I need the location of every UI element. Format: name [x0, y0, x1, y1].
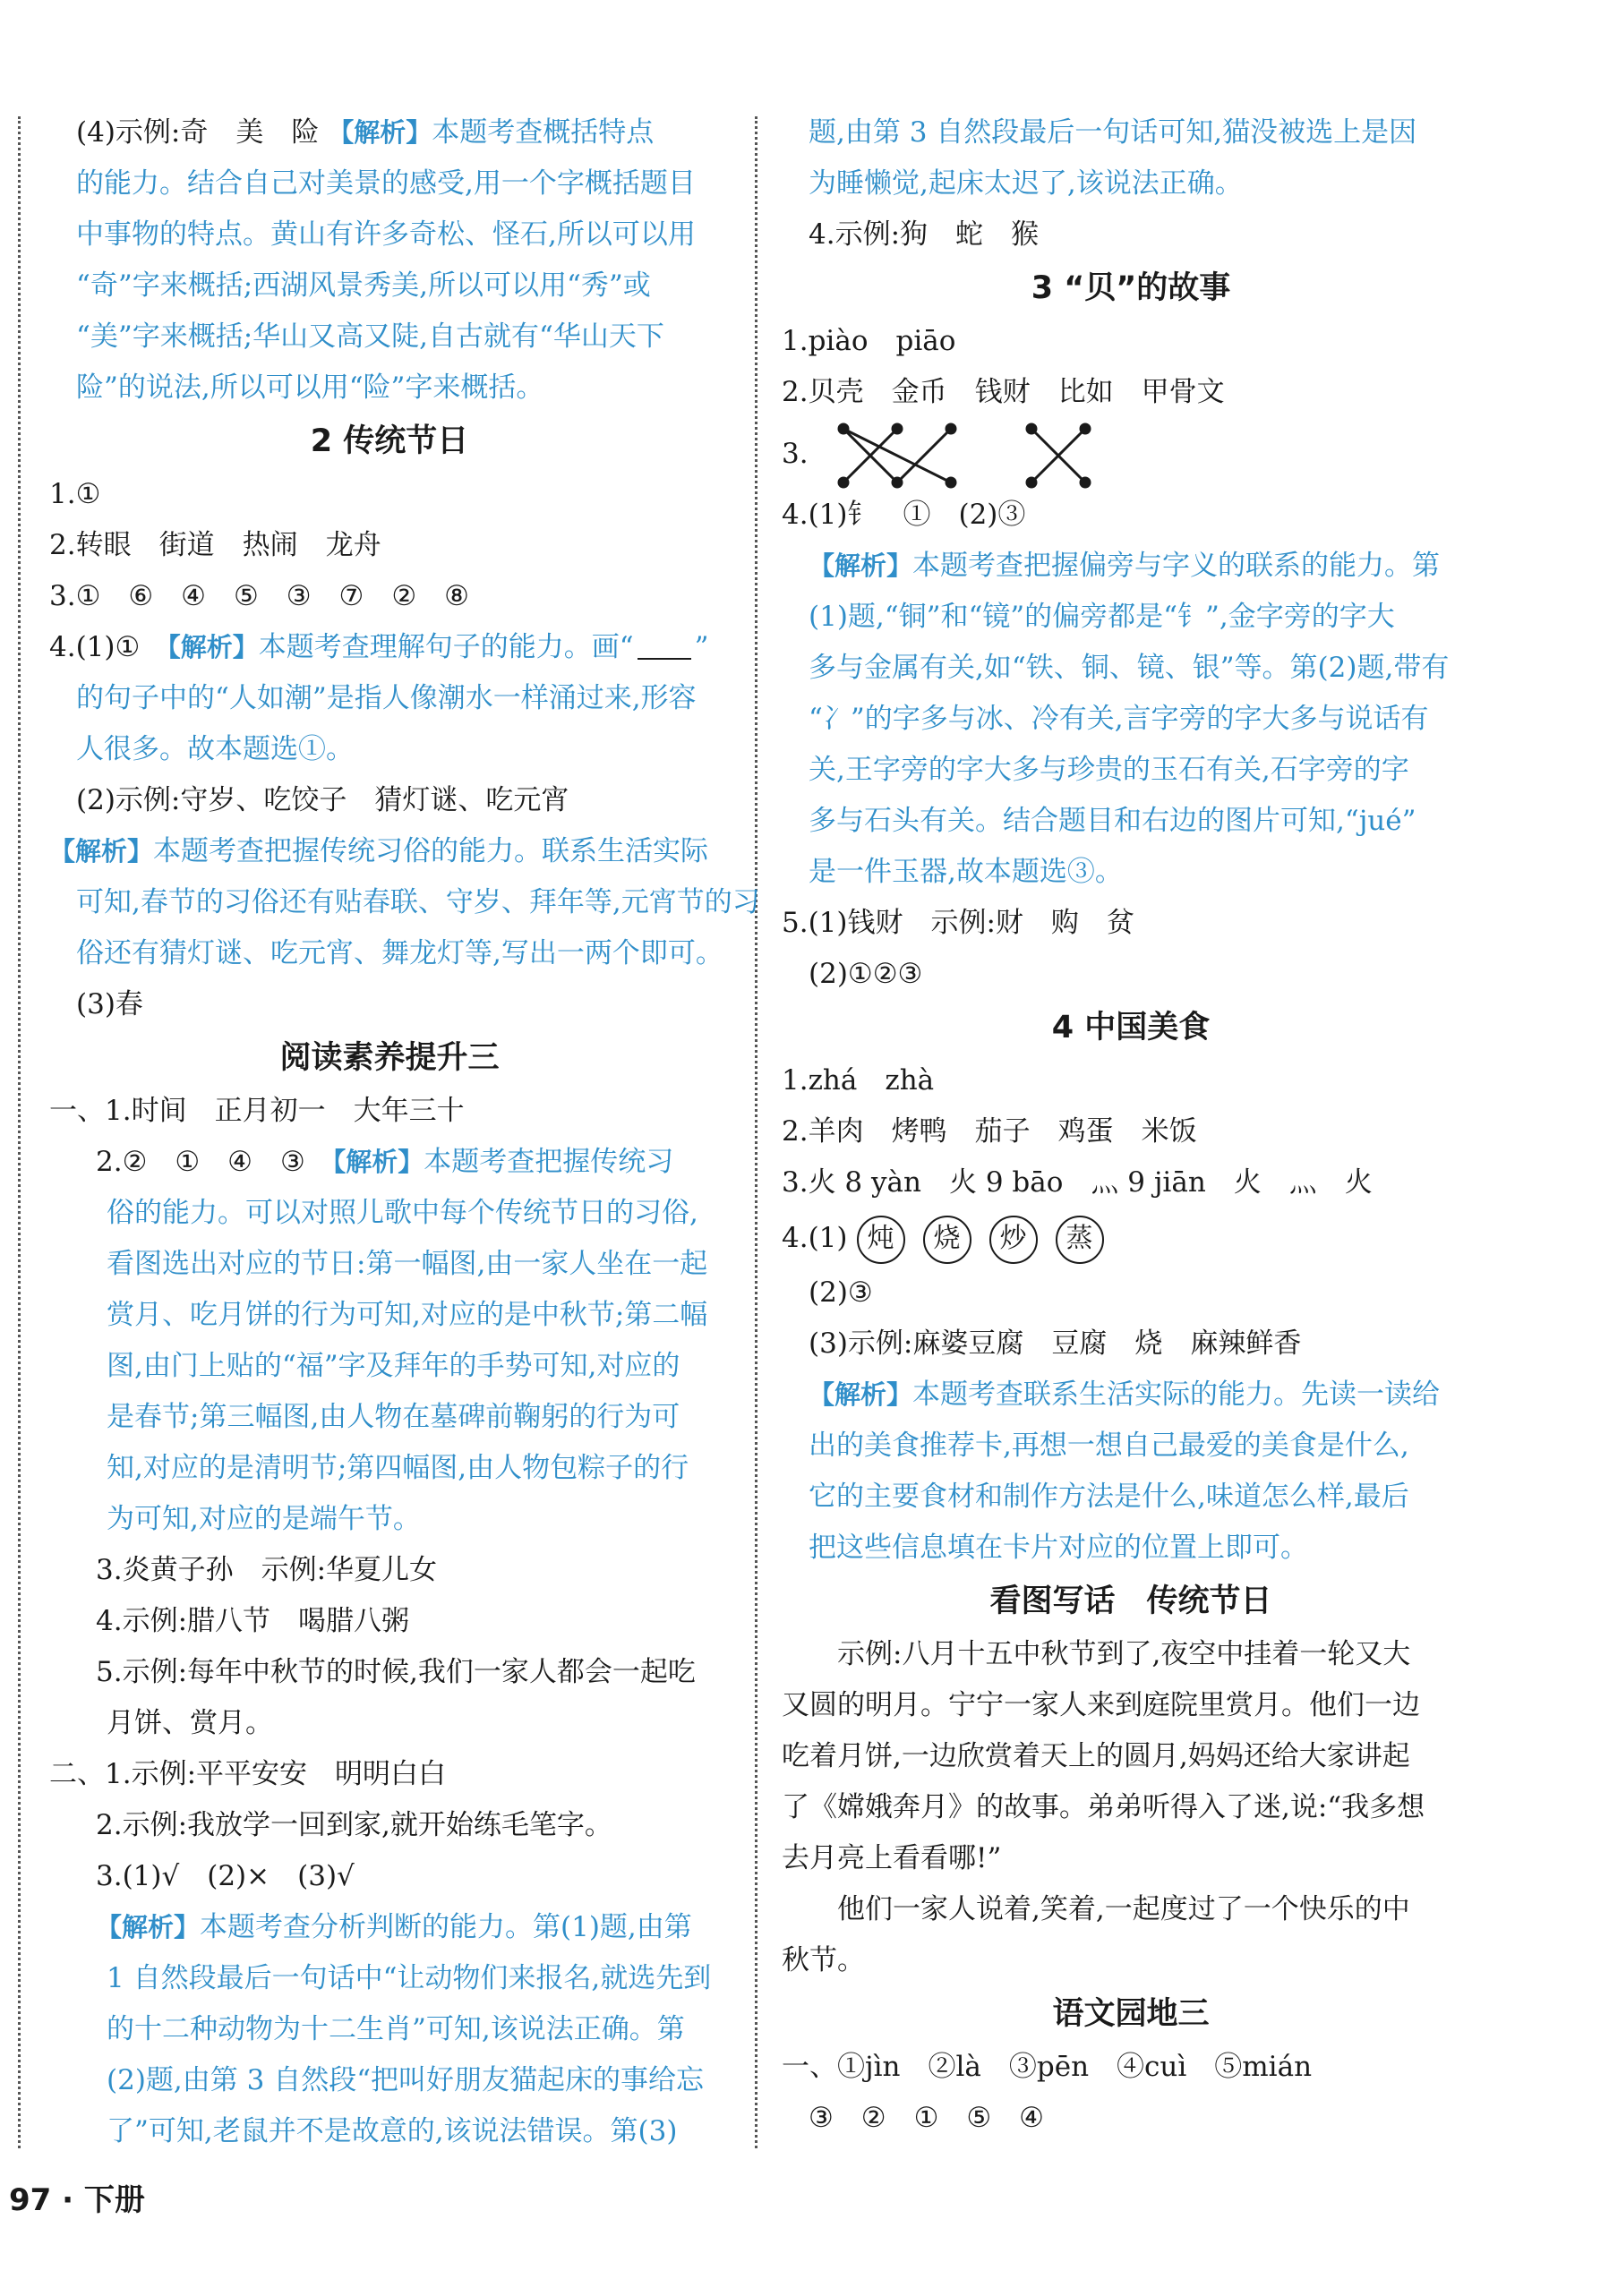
analysis-line: “奇”字来概括;西湖风景秀美,所以可以用“秀”或	[76, 269, 651, 302]
answer-line: 4.示例:狗 蛇 猴	[809, 218, 1040, 251]
analysis-line: 是春节;第三幅图,由人物在墓碑前鞠躬的行为可	[107, 1401, 680, 1433]
match-dot	[1027, 424, 1036, 433]
analysis-line: 出的美食推荐卡,再想一想自己最爱的美食是什么,	[809, 1430, 1409, 1462]
analysis-line: 多与金属有关,如“铁、铜、镜、银”等。第(2)题,带有	[809, 652, 1450, 684]
match-dot	[839, 424, 848, 433]
section-heading: 2 传统节日	[310, 423, 469, 459]
section-heading: 阅读素养提升三	[279, 1040, 500, 1076]
match-dot	[839, 478, 848, 487]
section-answer-4	[49, 107, 730, 414]
column-divider	[755, 116, 757, 2148]
left-edge-dotted-line	[18, 116, 21, 2148]
answer-line: (4)示例:奇 美 险 【解析】本题考查概括特点	[76, 116, 655, 149]
answer-line: 4.示例:腊八节 喝腊八粥	[96, 1605, 410, 1637]
answer-line: 1.①	[49, 478, 101, 510]
analysis-line: 的十二种动物为十二生肖”可知,该说法正确。第	[107, 2013, 685, 2045]
answer-line: 2.示例:我放学一回到家,就开始练毛笔字。	[96, 1809, 612, 1841]
analysis-line: 【解析】本题考查把握传统习俗的能力。联系生活实际	[49, 835, 709, 867]
analysis-line: 险”的说法,所以可以用“险”字来概括。	[76, 371, 544, 404]
section-traditional-festivals	[49, 469, 760, 1030]
analysis-line: 的能力。结合自己对美景的感受,用一个字概括题目	[76, 167, 696, 200]
analysis-line: 人很多。故本题选①。	[76, 733, 354, 765]
analysis-line: “冫”的字多与冰、冷有关,言字旁的字大多与说话有	[809, 703, 1429, 735]
answer-line: 一、1.时间 正月初一 大年三十	[49, 1095, 465, 1127]
right-column	[782, 107, 1480, 2144]
analysis-line: 的句子中的“人如潮”是指人像潮水一样涌过来,形容	[76, 682, 697, 714]
essay-line: 吃着月饼,一边欣赏着天上的圆月,妈妈还给大家讲起	[782, 1740, 1410, 1772]
analysis-line: 多与石头有关。结合题目和右边的图片可知,“jué”	[809, 805, 1416, 837]
analysis-line: 中事物的特点。黄山有许多奇松、怪石,所以可以用	[76, 218, 696, 251]
match-dot	[1081, 478, 1090, 487]
match-line	[843, 429, 951, 482]
analysis-line: 知,对应的是清明节;第四幅图,由人物包粽子的行	[107, 1452, 689, 1484]
essay-line: 秋节。	[782, 1944, 865, 1976]
match-line	[951, 429, 996, 482]
analysis-line: “美”字来概括;华山又高又陡,自古就有“华山天下	[76, 320, 664, 353]
circled-character: 蒸	[1056, 1216, 1104, 1264]
match-line	[897, 429, 951, 482]
answer-line: 1.piào piāo	[782, 325, 956, 357]
analysis-line: 为可知,对应的是端午节。	[107, 1503, 421, 1535]
analysis-tag: 【解析】	[96, 1912, 201, 1942]
essay-line: 示例:八月十五中秋节到了,夜空中挂着一轮又大	[782, 1638, 1411, 1670]
answer-line: 5.示例:每年中秋节的时候,我们一家人都会一起吃	[96, 1656, 696, 1688]
analysis-line: 图,由门上贴的“福”字及拜年的手势可知,对应的	[107, 1350, 680, 1382]
match-dot	[893, 424, 902, 433]
section-heading: 语文园地三	[1052, 1996, 1210, 2032]
answer-line: 4.(1)① 【解析】本题考查理解句子的能力。画“ ”	[49, 631, 709, 663]
answer-line: ③ ② ① ⑤ ④	[809, 2102, 1044, 2134]
match-dot	[1027, 478, 1036, 487]
answer-line: 1.zhá zhà	[782, 1064, 935, 1097]
answer-line: 月饼、赏月。	[107, 1707, 273, 1739]
section-heading: 3 “贝”的故事	[1031, 270, 1231, 306]
section-heading: 看图写话 传统节日	[989, 1583, 1272, 1619]
answer-line: 一、①jìn ②là ③pēn ④cuì ⑤mián	[782, 2051, 1313, 2083]
answer-line: 3.(1)√ (2)× (3)√	[96, 1860, 355, 1892]
analysis-line: (2)题,由第 3 自然段“把叫好朋友猫起床的事给忘	[107, 2064, 705, 2096]
analysis-line: 关,王字旁的字大多与珍贵的玉石有关,石字旁的字	[809, 754, 1409, 786]
essay-line: 他们一家人说着,笑着,一起度过了一个快乐的中	[782, 1893, 1410, 1925]
answer-line: (3)春	[76, 988, 143, 1020]
answer-line: 3.① ⑥ ④ ⑤ ③ ⑦ ② ⑧	[49, 580, 469, 612]
analysis-tag: 【解析】	[332, 1147, 424, 1177]
analysis-line: 【解析】本题考查把握偏旁与字义的联系的能力。第	[809, 550, 1441, 582]
analysis-line: 赏月、吃月饼的行为可知,对应的是中秋节;第二幅	[107, 1299, 708, 1331]
analysis-tag: 【解析】	[328, 117, 432, 148]
analysis-line: 为睡懒觉,起床太迟了,该说法正确。	[809, 167, 1243, 200]
analysis-line: (1)题,“铜”和“镜”的偏旁都是“钅”,金字旁的字大	[809, 601, 1395, 633]
answer-line: (2)①②③	[809, 958, 923, 990]
answer-line: 2.② ① ④ ③ 【解析】本题考查把握传统习	[96, 1146, 674, 1178]
answer-line: 3.	[782, 418, 1480, 490]
answer-line: 3.火 8 yàn 火 9 bāo 灬 9 jiān 火 灬 火	[782, 1166, 1373, 1199]
answer-line: 2.转眼 街道 热闹 龙舟	[49, 529, 381, 561]
answer-line: (3)示例:麻婆豆腐 豆腐 烧 麻辣鲜香	[809, 1327, 1302, 1360]
analysis-tag: 【解析】	[167, 632, 259, 662]
circled-character: 烧	[923, 1216, 971, 1264]
answer-line: (2)示例:守岁、吃饺子 猜灯谜、吃元宵	[76, 784, 569, 816]
answer-line: 4.(1) 炖 烧 炒 蒸	[782, 1208, 1480, 1267]
match-dot	[893, 478, 902, 487]
analysis-line: 题,由第 3 自然段最后一句话可知,猫没被选上是因	[809, 116, 1417, 149]
analysis-line: 把这些信息填在卡片对应的位置上即可。	[809, 1532, 1308, 1564]
answer-line: (2)③	[809, 1276, 873, 1309]
page-number: 97 · 下册	[9, 2182, 145, 2218]
analysis-line: 俗还有猜灯谜、吃元宵、舞龙灯等,写出一两个即可。	[76, 937, 723, 969]
match-dot	[946, 424, 955, 433]
analysis-line: 看图选出对应的节日:第一幅图,由一家人坐在一起	[107, 1248, 708, 1280]
left-column	[49, 107, 760, 2157]
analysis-line: 它的主要食材和制作方法是什么,味道怎么样,最后	[809, 1481, 1409, 1513]
match-line	[1085, 429, 1139, 482]
analysis-line: 俗的能力。可以对照儿歌中每个传统节日的习俗,	[107, 1197, 698, 1229]
analysis-line: 【解析】本题考查联系生活实际的能力。先读一读给	[809, 1378, 1441, 1411]
match-dot	[946, 478, 955, 487]
essay-line: 了《嫦娥奔月》的故事。弟弟听得入了迷,说:“我多想	[782, 1791, 1425, 1823]
analysis-tag: 【解析】	[49, 836, 154, 866]
analysis-line: 可知,春节的习俗还有贴春联、守岁、拜年等,元宵节的习	[76, 886, 760, 918]
analysis-tag: 【解析】	[809, 551, 913, 581]
answer-line: 5.(1)钱财 示例:财 购 贫	[782, 907, 1134, 939]
analysis-tag: 【解析】	[809, 1379, 913, 1410]
essay-line: 去月亮上看看哪!”	[782, 1842, 1002, 1874]
answer-line: 2.贝壳 金币 钱财 比如 甲骨文	[782, 376, 1225, 408]
answer-line: 4.(1)钅 ① (2)③	[782, 499, 1026, 531]
analysis-line: 了”可知,老鼠并不是故意的,该说法错误。第(3)	[107, 2115, 678, 2147]
analysis-line: 【解析】本题考查分析判断的能力。第(1)题,由第	[96, 1911, 692, 1943]
match-dot	[1081, 424, 1090, 433]
answer-line: 二、1.示例:平平安安 明明白白	[49, 1758, 447, 1790]
circled-character: 炒	[989, 1216, 1038, 1264]
section-heading: 4 中国美食	[1051, 1010, 1211, 1046]
circled-character: 炖	[857, 1216, 905, 1264]
match-line	[1085, 429, 1139, 482]
section-reading-3	[49, 1086, 730, 2157]
matching-lines-diagram	[817, 420, 1157, 491]
essay-line: 又圆的明月。宁宁一家人来到庭院里赏月。他们一边	[782, 1689, 1420, 1721]
answer-line: 2.羊肉 烤鸭 茄子 鸡蛋 米饭	[782, 1115, 1197, 1148]
answer-line: 3.炎黄子孙 示例:华夏儿女	[96, 1554, 438, 1586]
analysis-line: 是一件玉器,故本题选③。	[809, 856, 1123, 888]
analysis-line: 1 自然段最后一句话中“让动物们来报名,就选先到	[107, 1962, 712, 1994]
underline-blank	[638, 638, 691, 660]
